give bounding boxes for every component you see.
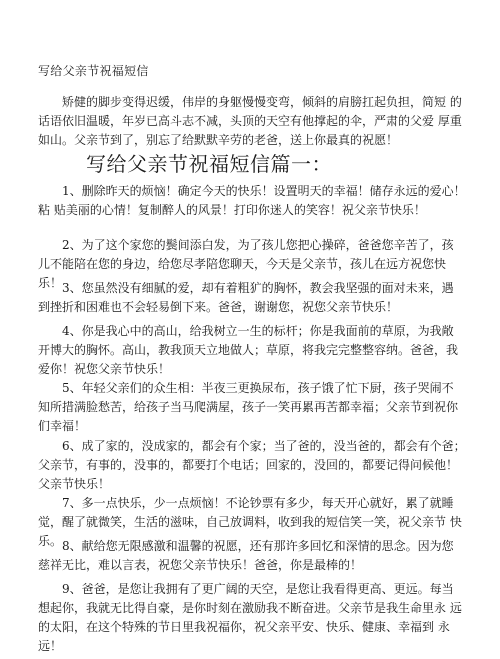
message-item-5: 5、年轻父亲们的众生相：半夜三更换尿布，孩子饿了忙下厨，孩子哭闹不 知所措满脸愁苦，给孩子当马爬满屋，孩子一笑再累再苦都幸福；父亲节到祝你 们幸福！ (38, 381, 459, 433)
message-item-1: 1、删除昨天的烦恼！确定今天的快乐！设置明天的幸福！储存永远的爱心！粘 贴美丽的心情！复制醉人的风景！打印你迷人的笑容！祝父亲节快乐！ (38, 184, 466, 217)
section-heading: 写给父亲节祝福短信篇一： (86, 152, 332, 176)
message-item-6: 6、成了家的，没成家的，都会有个家；当了爸的，没当爸的，都会有个爸；父亲节，有事的，没事的，都要打个电话；回家的，没回的，都要记得问候他！ 父亲节快乐！ (38, 439, 466, 491)
message-item-7: 7、多一点快乐，少一点烦恼！不论钞票有多少，每天开心就好，累了就睡 觉，醒了就微笑，生活的滋味，自己放调料，收到我的短信笑一笑，祝父亲节 快乐。 (38, 496, 462, 548)
intro-paragraph: 矫健的脚步变得迟缓，伟岸的身躯慢慢变弯，倾斜的肩膀扛起负担，简短 的话语依旧温暖，年岁已高斗志不减，头顶的天空有他撑起的伞，严肃的父爱 厚重如山。父亲节到了，别忘了给默默辛劳的老爸，送上你最真的祝愿！ (38, 95, 462, 147)
message-item-8: 8、献给您无限感激和温馨的祝愿，还有那许多回忆和深情的思念。因为您 慈祥无比，难以言表，祝您父亲节快乐！爸爸，你是最棒的！ (38, 539, 454, 572)
message-item-2: 2、为了这个家您的鬓间添白发，为了孩儿您把心操碎，爸爸您辛苦了，孩 儿不能陪在您的身边，给您尽孝陪您聊天，今天是父亲节，孩儿在远方祝您快 乐！ (38, 238, 454, 290)
message-item-9: 9、爸爸，是您让我拥有了更广阔的天空，是您让我看得更高、更远。每当 想起你，我就无比得自豪，是你时刻在激励我不断奋进。父亲节是我生命里永 远的太阳，在这个特殊的节日里我祝福你，祝父亲平安、快乐、健康、幸福到 永远！ (38, 582, 462, 653)
message-item-3: 3、您虽然没有细腻的爱，却有着粗犷的胸怀，教会我坚强的面对未来，遇 到挫折和困难也不会轻易倒下来。爸爸，谢谢您，祝您父亲节快乐！ (38, 281, 454, 314)
document-title: 写给父亲节祝福短信 (38, 64, 149, 78)
message-item-4: 4、你是我心中的高山，给我树立一生的标杆；你是我面前的草原，为我敞 开博大的胸怀。高山，教我顶天立地做人；草原，将我完完整整容纳。爸爸，我 爱你！祝您父亲节快乐！ (38, 324, 459, 376)
